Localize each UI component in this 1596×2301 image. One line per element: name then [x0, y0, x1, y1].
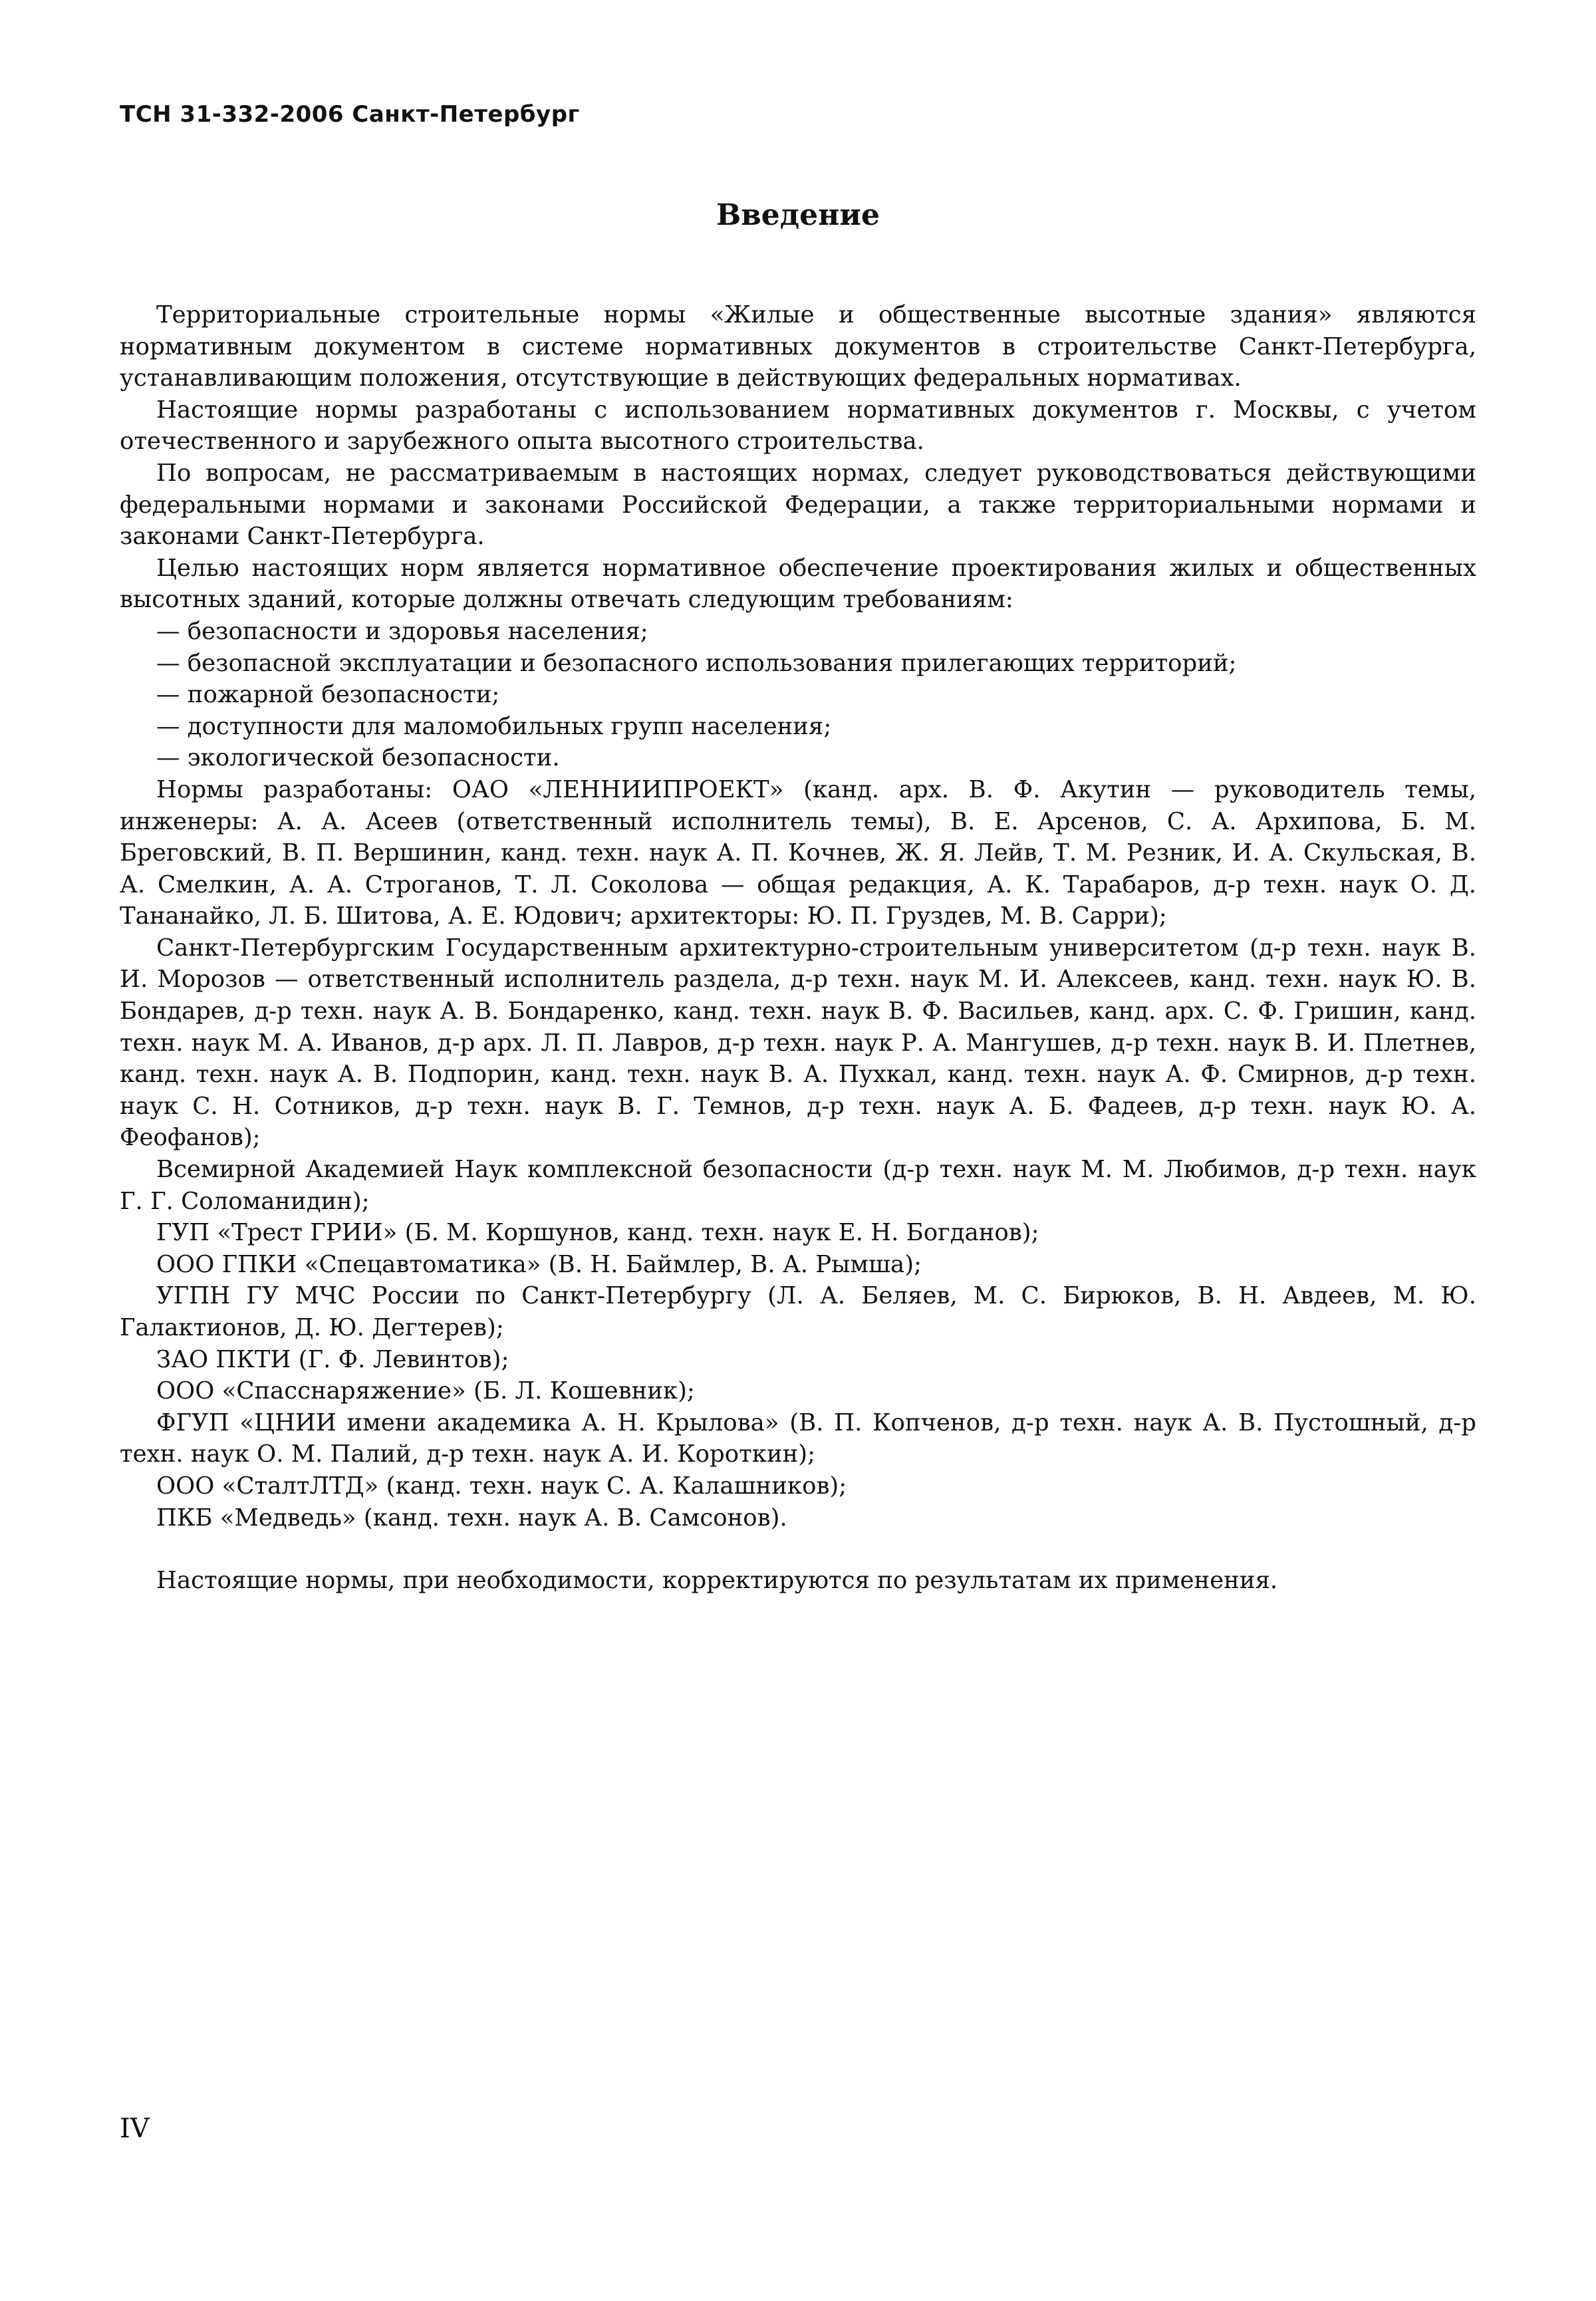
developer-entry: ФГУП «ЦНИИ имени академика А. Н. Крылова» (В. П. Копченов, д-р техн. наук А. В. Пустошный, д-р техн. наук О. М. Палий, д-р техн. наук А. И. Короткин);	[120, 1409, 1476, 1468]
document-header-code: ТСН 31-332-2006 Санкт-Петербург	[120, 101, 580, 128]
developer-entry: ГУП «Трест ГРИИ» (Б. М. Коршунов, канд. техн. наук Е. Н. Богданов);	[156, 1219, 1039, 1247]
scope-paragraph: По вопросам, не рассматриваемым в настоящих нормах, следует руководствоваться действующими федеральными нормами и законами Российской Федерации, а также территориальными нормами и законами Санкт-Петербурга.	[120, 459, 1476, 551]
developer-entry: ООО «Спасснаряжение» (Б. Л. Кошевник);	[156, 1377, 695, 1405]
page-number: IV	[120, 2113, 150, 2144]
requirement-item: — безопасной эксплуатации и безопасного использования прилегающих территорий;	[156, 648, 1476, 680]
requirement-item: — экологической безопасности.	[156, 742, 1476, 774]
section-body	[120, 299, 1476, 1597]
developer-entry: Всемирной Академией Наук комплексной безопасности (д-р техн. наук М. М. Любимов, д-р техн. наук Г. Г. Соломанидин);	[120, 1156, 1476, 1215]
sources-paragraph: Настоящие нормы разработаны с использованием нормативных документов г. Москвы, с учетом отечественного и зарубежного опыта высотного строительства.	[120, 396, 1476, 456]
developer-entry: ООО «СталтЛТД» (канд. техн. наук С. А. Калашников);	[156, 1472, 847, 1500]
section-title: Введение	[716, 198, 880, 232]
requirements-list	[120, 616, 1476, 774]
intro-paragraph: Территориальные строительные нормы «Жилые и общественные высотные здания» являются нормативным документом в системе нормативных документов в строительстве Санкт-Петербурга, устанавливающим положения, отсутствующие в действующих федеральных нормативах.	[120, 301, 1476, 392]
developer-entry: ЗАО ПКТИ (Г. Ф. Левинтов);	[156, 1345, 509, 1373]
requirement-item: — доступности для маломобильных групп населения;	[156, 711, 1476, 743]
requirement-item: — пожарной безопасности;	[156, 679, 1476, 711]
developer-entry: Нормы разработаны: ОАО «ЛЕННИИПРОЕКТ» (канд. арх. В. Ф. Акутин — руководитель темы, инженеры: А. А. Асеев (ответственный исполнитель темы), В. Е. Арсенов, С. А. Архипова, Б. М. Бреговский, В. П. Вершинин, канд. техн. наук А. П. Кочнев, Ж. Я. Лейв, Т. М. Резник, И. А. Скульская, В. А. Смелкин, А. А. Строганов, Т. Л. Соколова — общая редакция, А. К. Тарабаров, д-р техн. наук О. Д. Тананайко, Л. Б. Шитова, А. Е. Юдович; архитекторы: Ю. П. Груздев, М. В. Сарри);	[120, 775, 1476, 930]
developer-entry: УГПН ГУ МЧС России по Санкт-Петербургу (Л. А. Беляев, М. С. Бирюков, В. Н. Авдеев, М. Ю. Галактионов, Д. Ю. Дегтерев);	[120, 1282, 1476, 1341]
closing-paragraph: Настоящие нормы, при необходимости, корректируются по результатам их применения.	[156, 1567, 1278, 1595]
requirement-item: — безопасности и здоровья населения;	[156, 616, 1476, 648]
developer-entry: ПКБ «Медведь» (канд. техн. наук А. В. Самсонов).	[156, 1504, 787, 1532]
goals-paragraph: Целью настоящих норм является нормативное обеспечение проектирования жилых и общественных высотных зданий, которые должны отвечать следующим требованиям:	[120, 554, 1476, 614]
developer-entry: Санкт-Петербургским Государственным архитектурно-строительным университетом (д-р техн. наук В. И. Морозов — ответственный исполнитель раздела, д-р техн. наук М. И. Алексеев, канд. техн. наук Ю. В. Бондарев, д-р техн. наук А. В. Бондаренко, канд. техн. наук В. Ф. Васильев, канд. арх. С. Ф. Гришин, канд. техн. наук М. А. Иванов, д-р арх. Л. П. Лавров, д-р техн. наук Р. А. Мангушев, д-р техн. наук В. И. Плетнев, канд. техн. наук А. В. Подпорин, канд. техн. наук В. А. Пухкал, канд. техн. наук А. Ф. Смирнов, д-р техн. наук С. Н. Сотников, д-р техн. наук В. Г. Темнов, д-р техн. наук А. Б. Фадеев, д-р техн. наук Ю. А. Феофанов);	[120, 934, 1476, 1152]
developer-entry: ООО ГПКИ «Спецавтоматика» (В. Н. Баймлер, В. А. Рымша);	[156, 1250, 922, 1278]
